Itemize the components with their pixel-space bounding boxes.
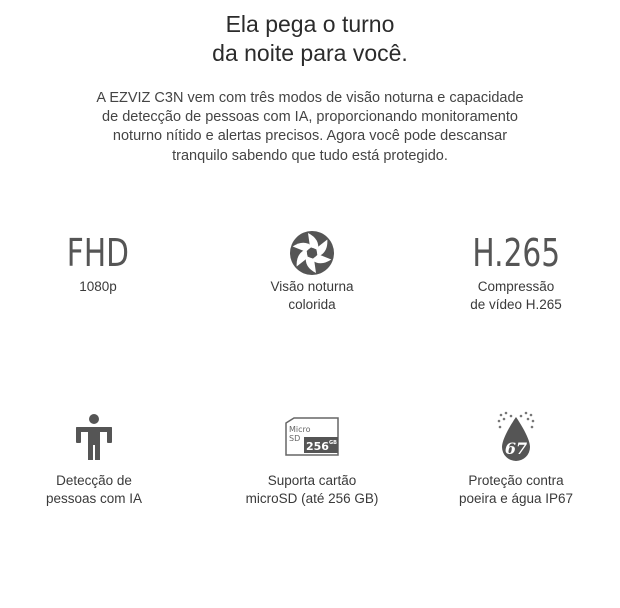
- h265-text-icon: H.265: [472, 231, 560, 275]
- feature-ip67: [421, 412, 611, 507]
- headline-line-1: Ela pega o turno: [225, 11, 395, 37]
- card-text-line-2: SD: [289, 434, 301, 443]
- card-text-line-1: Micro: [289, 425, 311, 434]
- card-badge: 256: [306, 440, 329, 453]
- feature-label: 1080p: [79, 279, 117, 294]
- feature-microsd: [217, 412, 407, 507]
- headline-line-2: da noite para você.: [212, 40, 408, 66]
- feature-h265: [421, 228, 611, 313]
- water-drop-icon: [421, 412, 611, 462]
- intro-line: A EZVIZ C3N vem com três modos de visão noturna e capacidade: [96, 90, 524, 106]
- headline: [0, 10, 620, 68]
- fhd-text-icon: FHD: [66, 231, 130, 275]
- feature-label: Compressão de vídeo H.265: [470, 279, 562, 312]
- intro-line: de detecção de pessoas com IA, proporcionando monitoramento: [102, 109, 518, 126]
- microsd-card-icon: [217, 412, 407, 462]
- intro-paragraph: [40, 89, 580, 166]
- drop-text: 67: [504, 439, 528, 458]
- feature-color-night-vision: [217, 228, 407, 313]
- feature-fhd: [3, 228, 193, 296]
- intro-line: noturno nítido e alertas precisos. Agora você pode descansar: [112, 128, 508, 145]
- aperture-icon: [217, 228, 407, 278]
- feature-label: Visão noturna colorida: [270, 279, 354, 312]
- feature-label: Detecção de pessoas com IA: [45, 473, 143, 506]
- feature-label: Suporta cartão microSD (até 256 GB): [245, 473, 379, 506]
- feature-label: Proteção contra poeira e água IP67: [458, 473, 574, 506]
- card-badge-unit: GB: [329, 440, 337, 446]
- intro-line: tranquilo sabendo que tudo está protegido.: [172, 147, 448, 164]
- feature-person-detection: [0, 412, 189, 507]
- person-icon: [0, 412, 189, 462]
